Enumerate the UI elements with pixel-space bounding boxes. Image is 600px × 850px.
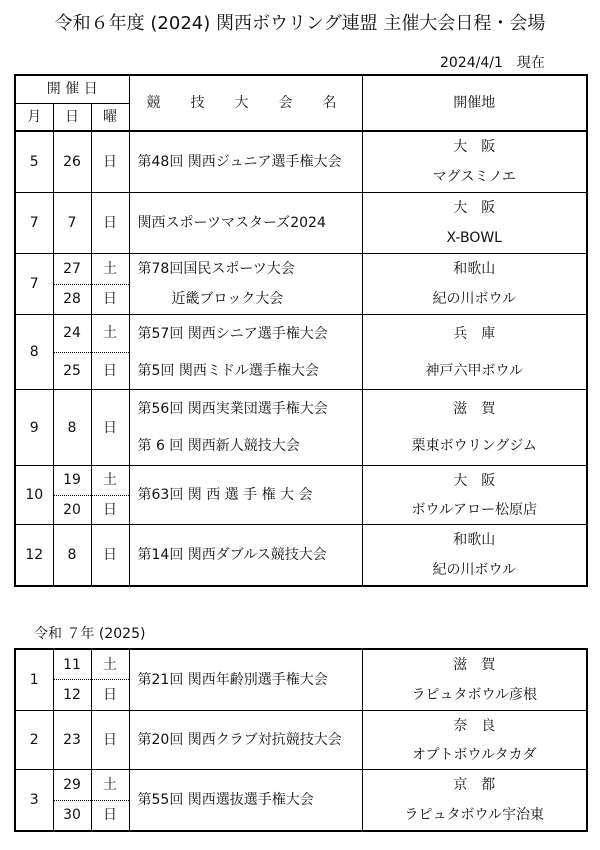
weekday-cell: 日 <box>91 495 129 525</box>
month-cell: 8 <box>15 315 53 390</box>
venue-cell <box>362 770 587 832</box>
header-day: 日 <box>53 103 91 131</box>
venue-name: マグスミノエ <box>432 169 516 185</box>
event-line: 第5回 関西ミドル選手権大会 <box>137 362 319 379</box>
venue-prefecture: 和歌山 <box>453 532 496 548</box>
table-row <box>15 315 587 353</box>
day-cell: 8 <box>53 390 91 466</box>
event-cell: 第20回 関西クラブ対抗競技大会 <box>129 711 362 770</box>
venue-prefecture: 大 阪 <box>453 200 496 216</box>
event-cell: 第14回 関西ダブルス競技大会 <box>129 525 362 587</box>
venue-prefecture: 滋 賀 <box>453 657 496 673</box>
venue-name: 紀の川ボウル <box>432 291 517 307</box>
venue-name: 神戸六甲ボウル <box>425 362 524 379</box>
day-cell: 23 <box>53 711 91 770</box>
weekday-cell: 土 <box>91 466 129 496</box>
month-cell: 5 <box>15 131 53 193</box>
table-row <box>15 525 587 587</box>
page-title: 令和６年度 (2024) 関西ボウリング連盟 主催大会日程・会場 <box>54 13 546 34</box>
event-line: 近畿ブロック大会 <box>171 291 284 307</box>
header-month: 月 <box>15 103 53 131</box>
weekday-cell: 日 <box>91 711 129 770</box>
event-line: 第78回国民スポーツ大会 <box>137 261 295 277</box>
venue-prefecture: 京 都 <box>453 777 496 793</box>
month-cell: 1 <box>15 649 53 711</box>
table-row <box>15 390 587 466</box>
weekday-cell: 土 <box>91 254 129 285</box>
venue-prefecture: 大 阪 <box>453 472 496 489</box>
venue-name: 栗東ボウリングジム <box>411 438 537 455</box>
event-cell: 第55回 関西選抜選手権大会 <box>129 770 362 832</box>
weekday-cell: 日 <box>91 352 129 390</box>
venue-cell <box>362 390 587 466</box>
table-row <box>15 131 587 193</box>
day-cell: 25 <box>53 352 91 390</box>
day-cell: 29 <box>53 770 91 801</box>
event-cell <box>129 315 362 390</box>
venue-cell <box>362 649 587 711</box>
table-row <box>15 649 587 680</box>
event-line: 第57回 関西シニア選手権大会 <box>137 325 328 342</box>
schedule-table-2024 <box>14 74 588 587</box>
day-cell: 11 <box>53 649 91 680</box>
as-of-date: 2024/4/1 現在 <box>440 55 545 71</box>
venue-cell <box>362 711 587 770</box>
venue-cell <box>362 254 587 315</box>
day-cell: 7 <box>53 193 91 254</box>
event-line: 第56回 関西実業団選手権大会 <box>137 400 328 417</box>
day-cell: 12 <box>53 680 91 711</box>
month-cell: 7 <box>15 193 53 254</box>
weekday-cell: 日 <box>91 193 129 254</box>
venue-prefecture: 大 阪 <box>453 139 496 155</box>
month-cell: 2 <box>15 711 53 770</box>
table-row <box>15 193 587 254</box>
venue-name: ラピュタボウル宇治東 <box>404 807 545 823</box>
section-subtitle: 令和 ７年 (2025) <box>34 626 146 642</box>
header-date: 開 催 日 <box>15 75 129 103</box>
venue-name: X-BOWL <box>446 230 502 246</box>
day-cell: 26 <box>53 131 91 193</box>
header-weekday: 曜 <box>91 103 129 131</box>
weekday-cell: 土 <box>91 315 129 353</box>
event-cell: 関西スポーツマスターズ2024 <box>129 193 362 254</box>
weekday-cell: 土 <box>91 770 129 801</box>
header-event: 競 技 大 会 名 <box>129 75 362 131</box>
table-row <box>15 254 587 285</box>
event-cell: 第21回 関西年齢別選手権大会 <box>129 649 362 711</box>
weekday-cell: 日 <box>91 800 129 831</box>
venue-cell <box>362 131 587 193</box>
day-cell: 19 <box>53 466 91 496</box>
day-cell: 24 <box>53 315 91 353</box>
schedule-table-2025 <box>14 648 588 832</box>
weekday-cell: 日 <box>91 525 129 587</box>
venue-cell <box>362 315 587 390</box>
venue-name: 紀の川ボウル <box>432 562 517 578</box>
month-cell: 3 <box>15 770 53 832</box>
weekday-cell: 土 <box>91 649 129 680</box>
venue-cell <box>362 525 587 587</box>
table-row <box>15 711 587 770</box>
event-cell: 第63回 関 西 選 手 権 大 会 <box>129 466 362 525</box>
event-cell <box>129 390 362 466</box>
venue-prefecture: 奈 良 <box>453 717 496 734</box>
month-cell: 12 <box>15 525 53 587</box>
venue-prefecture: 和歌山 <box>453 261 496 277</box>
venue-name: ラピュタボウル彦根 <box>411 687 538 703</box>
day-cell: 27 <box>53 254 91 285</box>
month-cell: 7 <box>15 254 53 315</box>
venue-name: ボウルアロー松原店 <box>411 501 538 518</box>
header-venue: 開催地 <box>362 75 587 131</box>
venue-cell <box>362 466 587 525</box>
day-cell: 20 <box>53 495 91 525</box>
table-row <box>15 466 587 496</box>
venue-prefecture: 兵 庫 <box>453 325 496 342</box>
venue-name: オプトボウルタカダ <box>411 746 537 763</box>
day-cell: 8 <box>53 525 91 587</box>
event-cell <box>129 254 362 315</box>
event-line: 第 6 回 関西新人競技大会 <box>137 438 300 455</box>
day-cell: 28 <box>53 284 91 315</box>
venue-cell <box>362 193 587 254</box>
venue-prefecture: 滋 賀 <box>453 400 496 417</box>
event-cell: 第48回 関西ジュニア選手権大会 <box>129 131 362 193</box>
day-cell: 30 <box>53 800 91 831</box>
weekday-cell: 日 <box>91 390 129 466</box>
month-cell: 10 <box>15 466 53 525</box>
table-row <box>15 770 587 801</box>
month-cell: 9 <box>15 390 53 466</box>
weekday-cell: 日 <box>91 284 129 315</box>
weekday-cell: 日 <box>91 131 129 193</box>
weekday-cell: 日 <box>91 680 129 711</box>
